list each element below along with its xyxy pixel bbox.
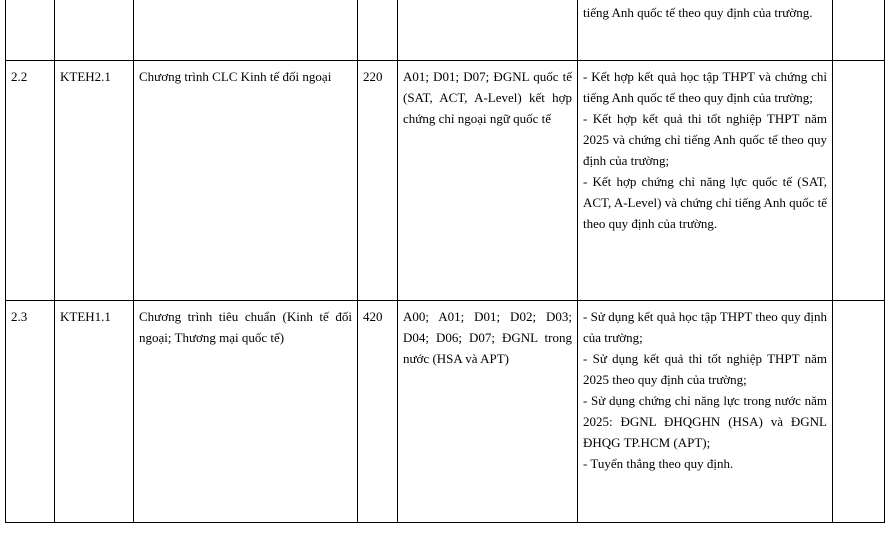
method-line: - Sử dụng kết quả học tập THPT theo quy định của trường; bbox=[583, 308, 827, 345]
method-line: - Kết hợp kết quả học tập THPT và chứng chỉ tiếng Anh quốc tế theo quy định của trường; bbox=[583, 68, 827, 105]
table-row bbox=[6, 60, 885, 300]
method-line: - Sử dụng kết quả thi tốt nghiệp THPT năm 2025 theo quy định của trường; bbox=[583, 350, 827, 387]
quota-cell: 420 bbox=[358, 300, 398, 522]
table-row bbox=[6, 0, 885, 60]
stt-cell: 2.3 bbox=[6, 300, 55, 522]
stt-cell bbox=[6, 0, 55, 60]
stt-cell: 2.2 bbox=[6, 60, 55, 300]
code-cell: KTEH2.1 bbox=[55, 60, 134, 300]
note-cell bbox=[833, 300, 885, 522]
method-cell bbox=[578, 60, 833, 300]
program-cell: Chương trình CLC Kinh tế đối ngoại bbox=[134, 60, 358, 300]
quota-cell: 220 bbox=[358, 60, 398, 300]
program-cell bbox=[134, 0, 358, 60]
combo-cell bbox=[398, 0, 578, 60]
table-row bbox=[6, 300, 885, 522]
combo-cell: A01; D01; D07; ĐGNL quốc tế (SAT, ACT, A-Level) kết hợp chứng chỉ ngoại ngữ quốc tế bbox=[398, 60, 578, 300]
code-cell: KTEH1.1 bbox=[55, 300, 134, 522]
admission-table bbox=[5, 0, 885, 523]
note-cell bbox=[833, 60, 885, 300]
method-line: - Kết hợp chứng chỉ năng lực quốc tế (SAT, ACT, A-Level) và chứng chỉ tiếng Anh quốc tế theo quy định của trường. bbox=[583, 173, 827, 231]
quota-cell bbox=[358, 0, 398, 60]
method-cell bbox=[578, 0, 833, 60]
method-cell bbox=[578, 300, 833, 522]
program-cell: Chương trình tiêu chuẩn (Kinh tế đối ngoại; Thương mại quốc tế) bbox=[134, 300, 358, 522]
combo-cell: A00; A01; D01; D02; D03; D04; D06; D07; ĐGNL trong nước (HSA và APT) bbox=[398, 300, 578, 522]
method-line: - Tuyển thẳng theo quy định. bbox=[583, 455, 734, 471]
method-line: - Sử dụng chứng chỉ năng lực trong nước năm 2025: ĐGNL ĐHQGHN (HSA) và ĐGNL ĐHQG TP.HCM (APT); bbox=[583, 392, 827, 450]
note-cell bbox=[833, 0, 885, 60]
method-line: tiếng Anh quốc tế theo quy định của trường. bbox=[583, 5, 813, 20]
code-cell bbox=[55, 0, 134, 60]
method-line: - Kết hợp kết quả thi tốt nghiệp THPT năm 2025 và chứng chỉ tiếng Anh quốc tế theo quy định của trường; bbox=[583, 110, 827, 168]
